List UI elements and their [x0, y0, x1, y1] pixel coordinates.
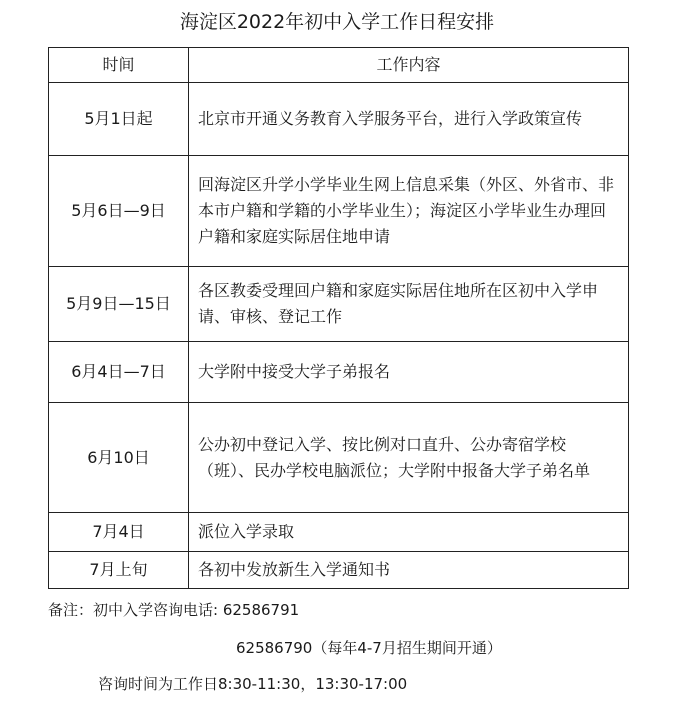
row-content: 公办初中登记入学、按比例对口直升、公办寄宿学校（班）、民办学校电脑派位；大学附中报备大学子弟名单 — [189, 403, 629, 513]
row-content: 北京市开通义务教育入学服务平台，进行入学政策宣传 — [189, 83, 629, 156]
schedule-table — [48, 47, 629, 589]
table-header-row — [49, 48, 629, 83]
note-phone-2: 62586790（每年4-7月招生期间开通） — [236, 639, 502, 657]
table-row — [49, 156, 629, 267]
table-row — [49, 552, 629, 589]
row-time: 6月4日—7日 — [49, 342, 189, 403]
row-content: 各区教委受理回户籍和家庭实际居住地所在区初中入学申请、审核、登记工作 — [189, 267, 629, 342]
row-content: 各初中发放新生入学通知书 — [189, 552, 629, 589]
row-time: 7月4日 — [49, 513, 189, 552]
table-row — [49, 403, 629, 513]
row-time: 5月9日—15日 — [49, 267, 189, 342]
row-time: 5月6日—9日 — [49, 156, 189, 267]
row-time: 5月1日起 — [49, 83, 189, 156]
table-row — [49, 267, 629, 342]
table-row — [49, 83, 629, 156]
row-time: 6月10日 — [49, 403, 189, 513]
row-content: 回海淀区升学小学毕业生网上信息采集（外区、外省市、非本市户籍和学籍的小学毕业生）；海淀区小学毕业生办理回户籍和家庭实际居住地申请 — [189, 156, 629, 267]
table-row — [49, 342, 629, 403]
note-phone-1: 备注：初中入学咨询电话: 62586791 — [48, 601, 300, 619]
row-content: 派位入学录取 — [189, 513, 629, 552]
header-content: 工作内容 — [189, 48, 629, 83]
header-time: 时间 — [49, 48, 189, 83]
page-title: 海淀区2022年初中入学工作日程安排 — [179, 11, 495, 33]
row-time: 7月上旬 — [49, 552, 189, 589]
row-content: 大学附中接受大学子弟报名 — [189, 342, 629, 403]
note-hours: 咨询时间为工作日8:30-11:30，13:30-17:00 — [98, 675, 408, 693]
table-row — [49, 513, 629, 552]
